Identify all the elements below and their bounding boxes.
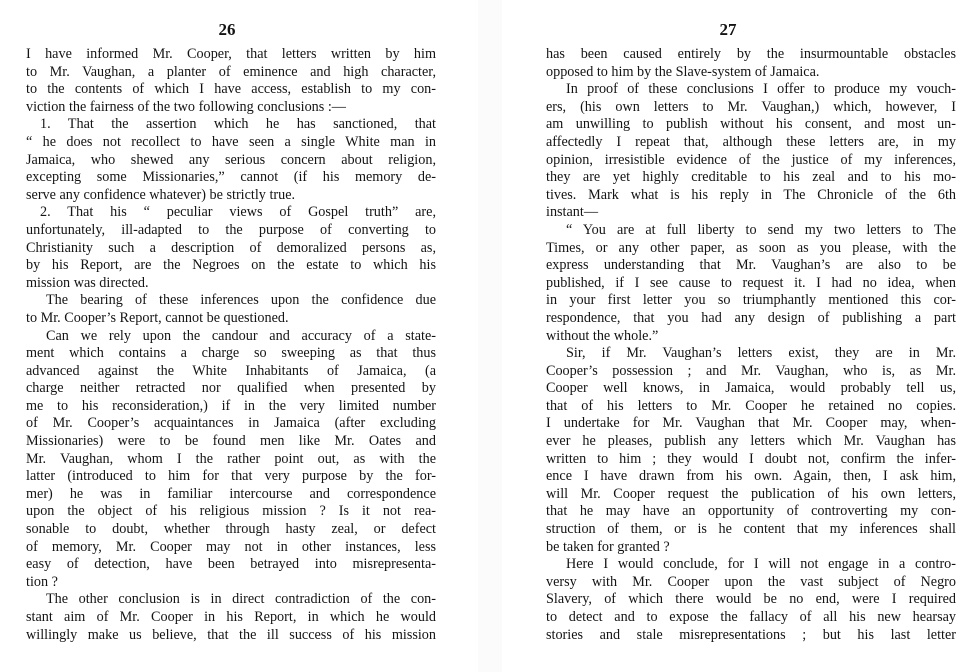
page-number: 26: [218, 20, 236, 39]
text-line: Jamaica, who shewed any serious concern about religion,: [26, 151, 436, 168]
text-line: opinion, irresistible evidence of the justice of my inferences,: [546, 151, 956, 168]
text-line: that of his letters to Mr. Cooper he retained no copies.: [546, 397, 956, 414]
text-line: latter (introduced to him for that very purpose by the for-: [26, 468, 436, 485]
book-gutter: [478, 0, 502, 672]
text-line: in your first letter you so triumphantly mentioned this cor-: [546, 292, 956, 309]
text-line: Mr. Vaughan, whom I the rather point out, as with the: [26, 450, 436, 467]
text-line: affectedly I repeat that, although these letters are, in my: [546, 133, 956, 150]
text-line: tives. Mark what is his reply in The Chronicle of the 6th: [546, 186, 956, 203]
text-line: of memory, Mr. Cooper may not in other instances, less: [26, 538, 436, 555]
text-line: serve any confidence whatever) be strictly true.: [26, 186, 296, 203]
text-line: mer) he was in familiar intercourse and correspondence: [26, 485, 436, 502]
text-line: versy with Mr. Cooper upon the vast subject of Negro: [546, 573, 956, 590]
text-line: written to him ; they would I doubt not, confirm the infer-: [546, 450, 956, 467]
text-line: Cooper’s possession ; and Mr. Vaughan, who is, as Mr.: [546, 362, 956, 379]
left-page: [0, 0, 478, 672]
text-line: they are yet highly creditable to his zeal and to his mo-: [546, 169, 956, 186]
text-line: respondence, that you had any design of publishing a part: [546, 309, 956, 326]
text-line: by his Report, are the Negroes on the estate to which his: [26, 257, 436, 274]
text-line: excepting some Missionaries,” cannot (if his memory de-: [26, 169, 436, 186]
text-line: Missionaries) were to be found men like Mr. Oates and: [26, 433, 436, 450]
text-line: to detect and to expose the fallacy of all his new hearsay: [546, 609, 956, 625]
text-line: of Mr. Cooper’s acquaintances in Jamaica (after excluding: [26, 415, 436, 432]
text-line: will Mr. Cooper request the publication of his own letters,: [546, 485, 956, 502]
page-number: 27: [719, 20, 737, 39]
text-line: I have informed Mr. Cooper, that letters written by him: [26, 46, 436, 62]
text-line: ers, (his own letters to Mr. Vaughan,) which, however, I: [546, 98, 956, 115]
text-line: opposed to him by the Slave-system of Jamaica.: [546, 63, 820, 80]
right-page: [502, 0, 980, 672]
text-line: without the whole.”: [546, 327, 659, 344]
text-line: Times, or any other paper, as soon as you please, with the: [546, 239, 956, 256]
text-line: has been caused entirely by the insurmountable obstacles: [546, 46, 956, 62]
text-line: ever he pleases, publish any letters which Mr. Vaughan has: [546, 433, 956, 450]
text-line: sonable to doubt, whether through hasty zeal, or defect: [26, 521, 436, 538]
text-line: ence I have drawn from his own. Again, then, I ask him,: [546, 468, 956, 485]
text-line: In proof of these conclusions I offer to produce my vouch-: [566, 81, 956, 98]
text-line: The other conclusion is in direct contradiction of the con-: [46, 591, 436, 608]
text-line: that he may have an opportunity of controverting my con-: [546, 503, 956, 520]
text-line: Christianity such a description of demoralized persons as,: [26, 239, 436, 256]
text-line: 2. That his “ peculiar views of Gospel truth” are,: [40, 204, 436, 221]
text-line: ment which contains a charge so sweeping as that thus: [26, 345, 436, 362]
text-line: Can we rely upon the candour and accuracy of a state-: [46, 327, 436, 344]
text-line: Here I would conclude, for I will not engage in a contro-: [566, 556, 956, 573]
text-line: be taken for granted ?: [546, 538, 670, 555]
page-text: [546, 46, 956, 644]
text-line: advanced against the White Inhabitants of Jamaica, (a: [26, 362, 436, 379]
text-line: Cooper well knows, in Jamaica, would probably tell us,: [546, 380, 956, 397]
text-line: am unwilling to publish without his consent, and most un-: [546, 116, 956, 133]
text-line: published, if I see cause to request it. I had no idea, when: [546, 274, 956, 291]
text-line: stant aim of Mr. Cooper in his Report, in which he would: [26, 609, 436, 625]
text-line: struction of them, or is he content that my inferences shall: [546, 521, 956, 538]
text-line: to Mr. Vaughan, a planter of eminence and high character,: [26, 63, 436, 80]
text-line: unfortunately, ill-adapted to the purpose of converting to: [26, 221, 436, 238]
text-line: 1. That the assertion which he has sanctioned, that: [40, 116, 436, 133]
text-line: stories and stale misrepresentations ; but his last letter: [546, 626, 956, 643]
text-line: mission was directed.: [26, 274, 149, 291]
text-line: charge neither retracted nor qualified when presented by: [26, 380, 436, 397]
text-line: Slavery, of which there would be no end, were I required: [546, 591, 956, 608]
text-line: to the contents of which I have access, establish to my con-: [26, 81, 436, 98]
page-text: [26, 46, 436, 644]
text-line: I undertake for Mr. Vaughan that Mr. Cooper may, when-: [546, 415, 956, 432]
text-line: to Mr. Cooper’s Report, cannot be questioned.: [26, 309, 289, 326]
text-line: easy of detection, have been betrayed into misrepresenta-: [26, 556, 436, 573]
text-line: “ You are at full liberty to send my two letters to The: [566, 221, 956, 238]
text-line: willingly make us believe, that the ill success of his mission: [26, 626, 436, 643]
text-line: viction the fairness of the two following conclusions :—: [26, 98, 346, 115]
text-line: The bearing of these inferences upon the confidence due: [46, 292, 436, 309]
text-line: upon the object of his religious mission ? Is it not rea-: [26, 503, 436, 520]
text-line: instant—: [546, 204, 599, 221]
text-line: Sir, if Mr. Vaughan’s letters exist, they are in Mr.: [566, 345, 956, 362]
text-line: me to his reconsideration,) if in the very limited number: [26, 397, 436, 414]
text-line: “ he does not recollect to have seen a single White man in: [26, 133, 436, 150]
text-line: tion ?: [26, 573, 58, 590]
text-line: express understanding that Mr. Vaughan’s are also to be: [546, 257, 956, 274]
